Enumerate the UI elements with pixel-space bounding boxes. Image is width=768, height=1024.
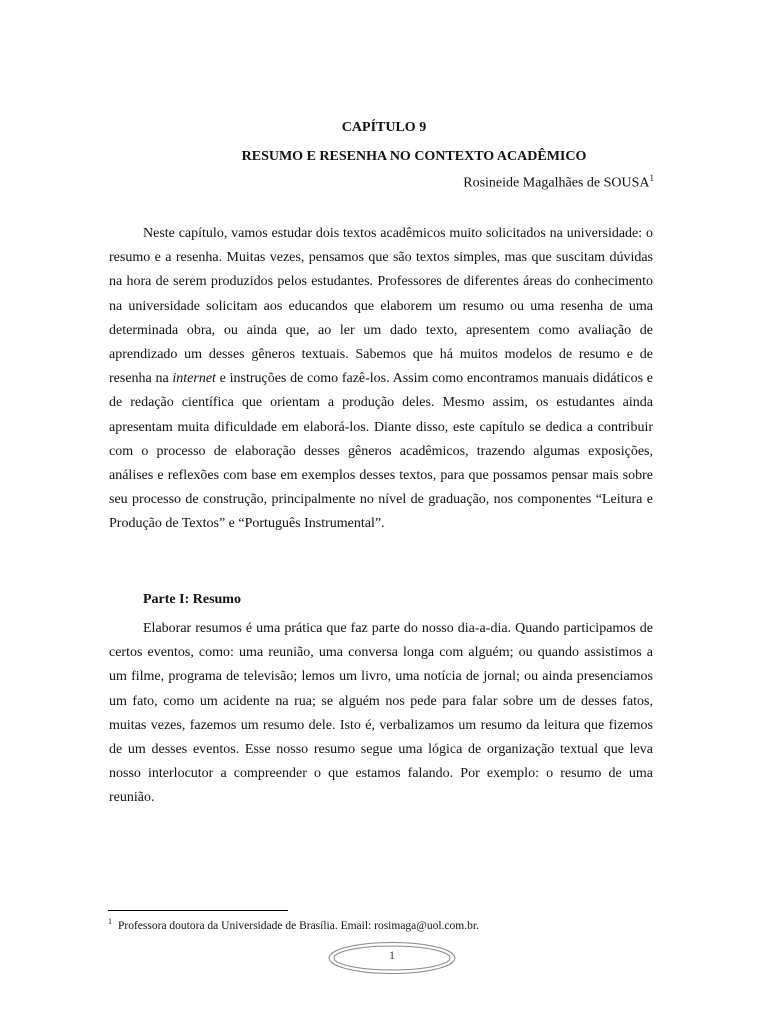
chapter-heading: CAPÍTULO 9 bbox=[341, 120, 427, 135]
intro-text-part2: e instruções de como fazê-los. Assim como encontramos manuais didáticos e de redação científica que orientam a produção deles. Mesmo assim, os estudantes ainda apresentam muita dificuldade em elaborá-los. Diante disso, este capítulo se dedica a contribuir com o processo de elaboração desses gêneros acadêmicos, trazendo algumas exposições, análises e reflexões com base em exemplos desses textos, para que possamos pensar mais sobre seu processo de construção, principalmente no nível de graduação, nos componentes “Leitura e Produção de Textos” e “Português Instrumental”. bbox=[109, 371, 653, 532]
author-line bbox=[463, 173, 654, 192]
author-footnote-mark: 1 bbox=[649, 173, 654, 183]
footnote bbox=[108, 917, 479, 932]
author-name: Rosineide Magalhães de SOUSA bbox=[463, 175, 650, 191]
chapter-title: RESUMO E RESENHA NO CONTEXTO ACADÊMICO bbox=[241, 149, 587, 164]
intro-text-part1: Neste capítulo, vamos estudar dois textos acadêmicos muito solicitados na universidade: o resumo e a resenha. Muitas vezes, pensamos que são textos simples, mas que suscitam dúvidas na hora de serem produzidos pelos estudantes. Professores de diferentes áreas do conhecimento na universidade solicitam aos educandos que elaborem um resumo ou uma resenha de uma determinada obra, ou ainda que, ao ler um dado texto, apresentem como avaliação de aprendizado um desses gêneros textuais. Sabemos que há muitos modelos de resumo e de resenha na bbox=[109, 226, 653, 387]
intro-italic-term: internet bbox=[172, 371, 216, 387]
page-number: 1 bbox=[389, 948, 395, 962]
intro-paragraph bbox=[109, 222, 653, 537]
footnote-mark: 1 bbox=[108, 917, 112, 926]
footnote-divider bbox=[108, 910, 288, 911]
resumo-paragraph: Elaborar resumos é uma prática que faz parte do nosso dia-a-dia. Quando participamos de certos eventos, como: uma reunião, uma conversa longa com alguém; ou quando assistimos a um filme, programa de televisão; lemos um livro, uma notícia de jornal; ou ainda presenciamos um fato, como um acidente na rua; se alguém nos pede para falar sobre um de desses fatos, muitas vezes, fazemos um resumo dele. Isto é, verbalizamos um resumo da leitura que fizemos de um desses eventos. Esse nosso resumo segue uma lógica de organização textual que leva nosso interlocutor a compreender o que estamos falando. Por exemplo: o resumo de uma reunião. bbox=[109, 621, 653, 806]
footnote-text: Professora doutora da Universidade de Brasília. Email: rosimaga@uol.com.br. bbox=[118, 919, 479, 932]
section-heading: Parte I: Resumo bbox=[143, 592, 241, 607]
